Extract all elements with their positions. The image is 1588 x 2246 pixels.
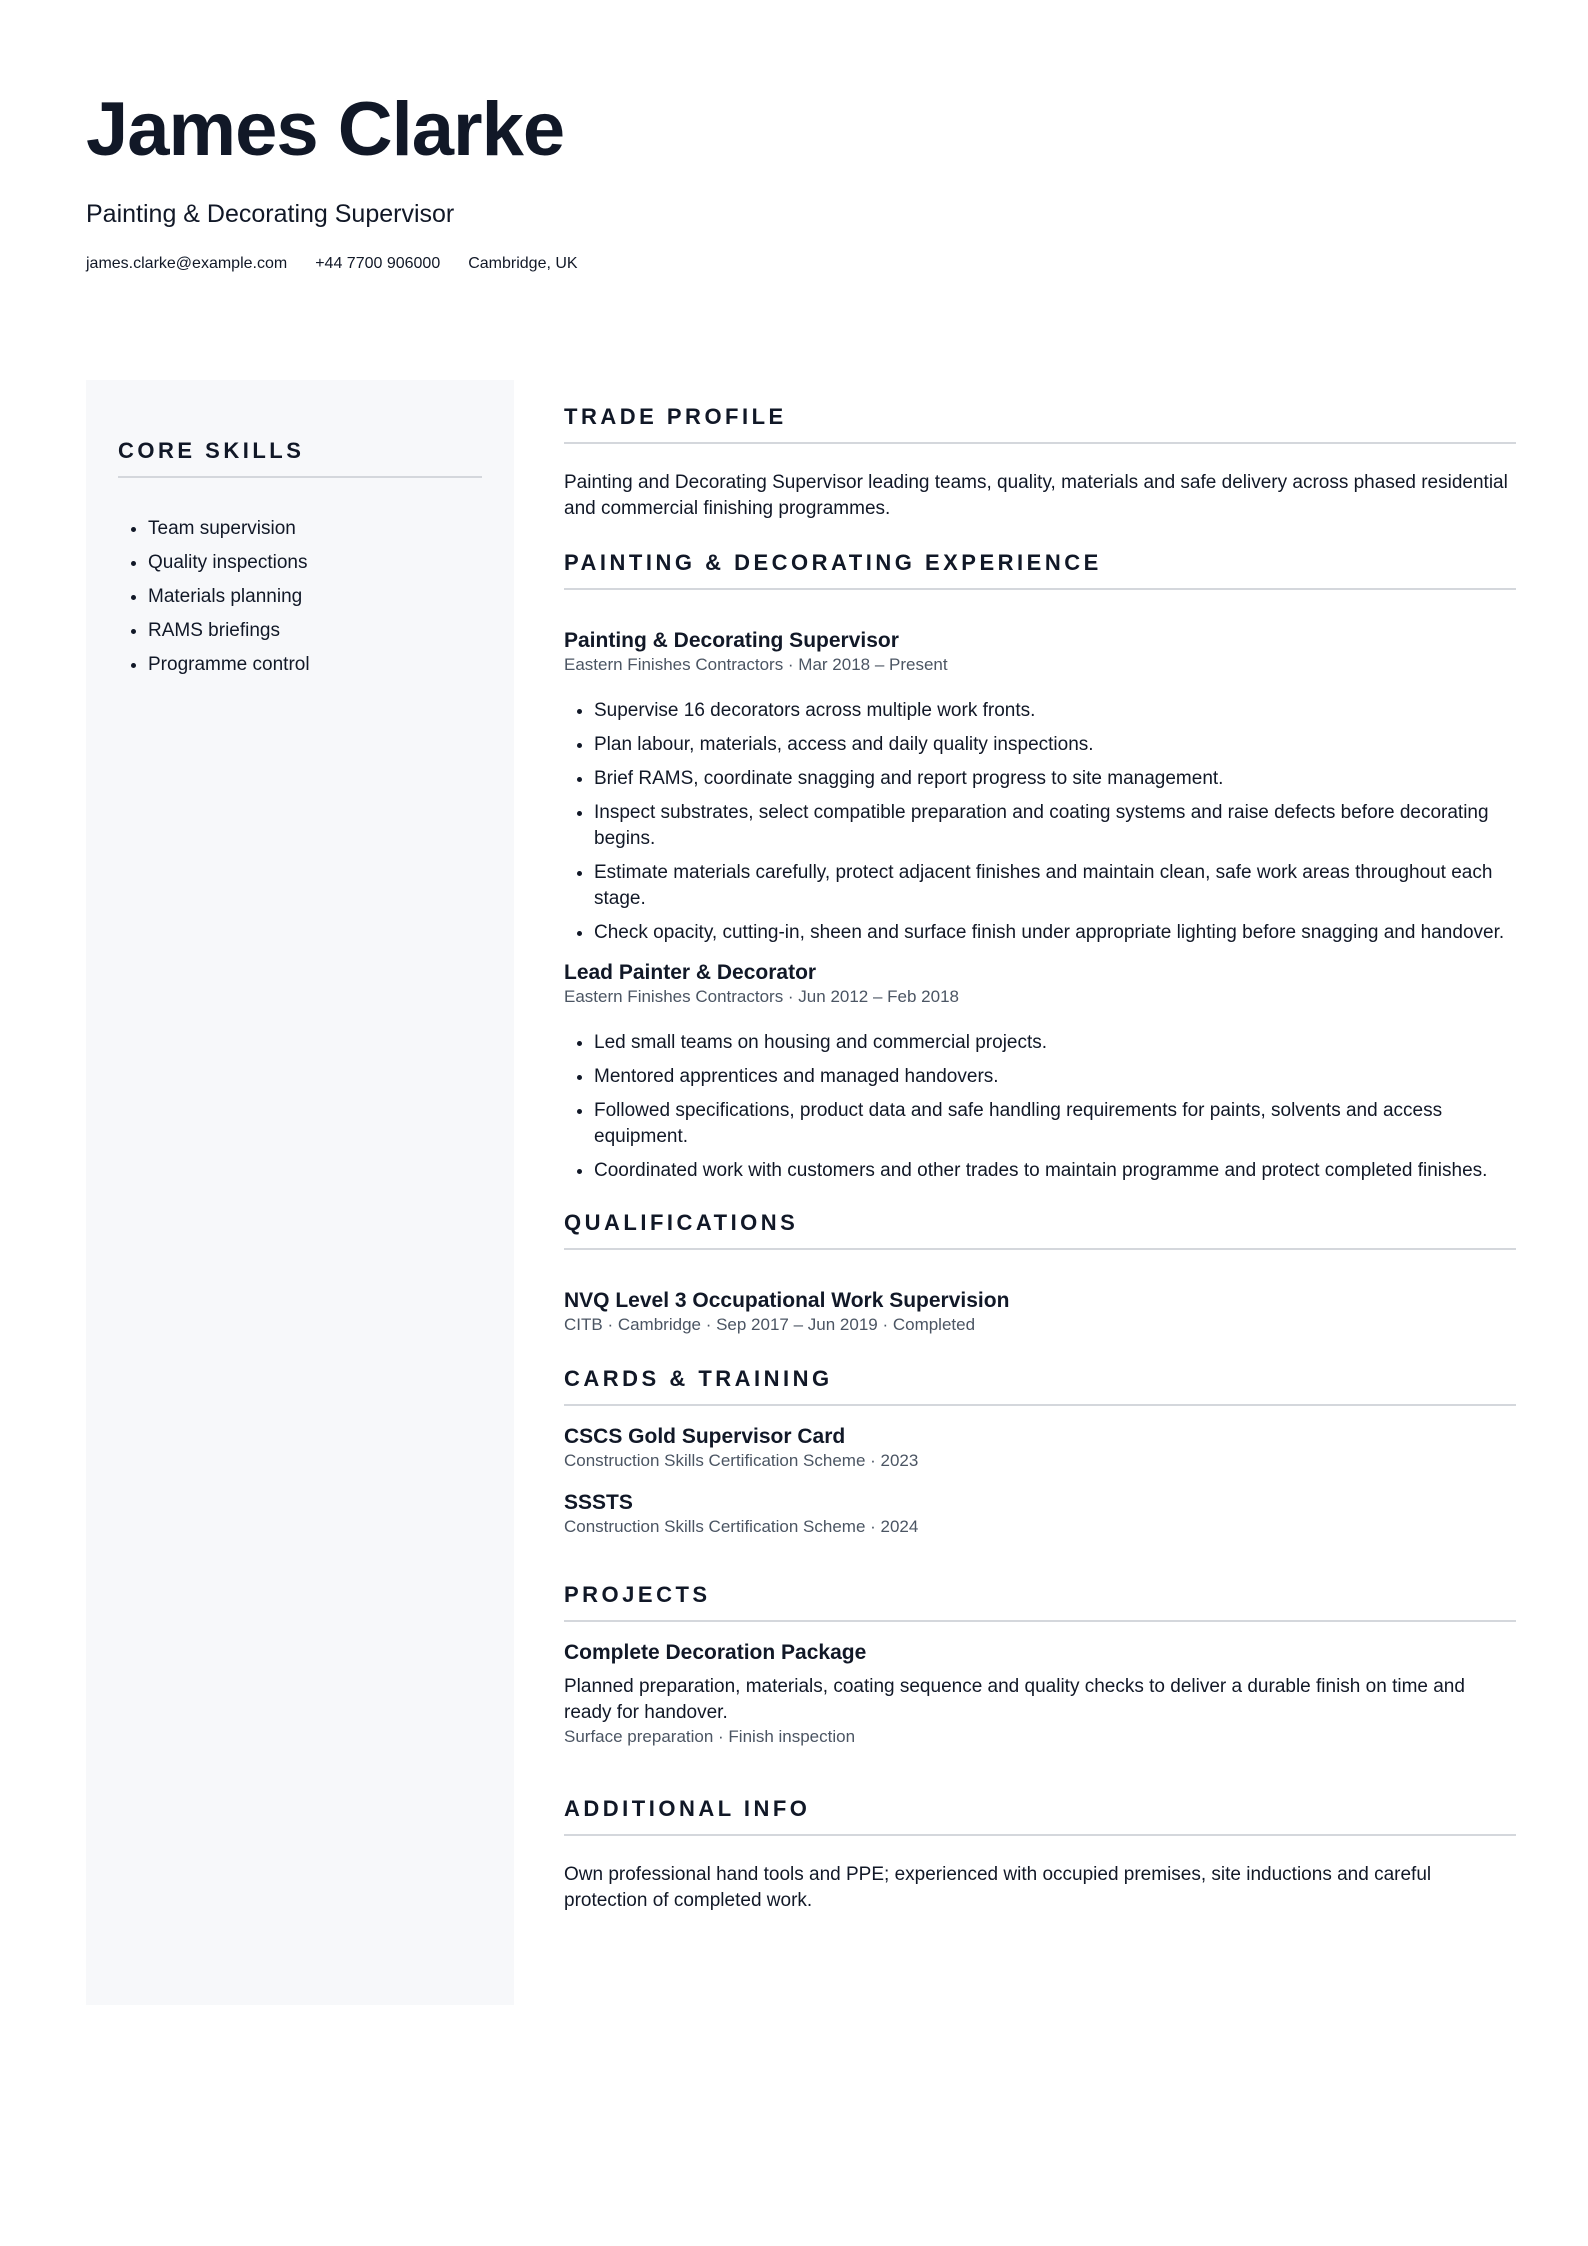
resume-header bbox=[86, 88, 1506, 273]
job-bullet: • Estimate materials carefully, protect adjacent finishes and maintain clean, safe work areas throughout each stage. bbox=[594, 860, 1516, 912]
skill-item: • Programme control bbox=[148, 648, 310, 682]
job-meta: Eastern Finishes Contractors · Jun 2012 – Feb 2018 bbox=[564, 987, 959, 1006]
trade-profile-text: Painting and Decorating Supervisor leading teams, quality, materials and safe delivery across phased residential and commercial finishing programmes. bbox=[564, 472, 1508, 519]
job-bullets bbox=[564, 1030, 1516, 1184]
card-name: CSCS Gold Supervisor Card bbox=[564, 1425, 846, 1448]
core-skills-title: CORE SKILLS bbox=[118, 438, 482, 478]
card-entry bbox=[564, 1490, 1516, 1538]
contact-phone[interactable]: +44 7700 906000 bbox=[315, 254, 441, 272]
job-entry bbox=[564, 960, 1516, 1184]
experience-section bbox=[564, 550, 1516, 1184]
project-name: Complete Decoration Package bbox=[564, 1641, 867, 1664]
main-content bbox=[564, 404, 1516, 1914]
qualifications-title: QUALIFICATIONS bbox=[564, 1210, 1516, 1250]
contact-info bbox=[86, 255, 1506, 273]
additional-info-section bbox=[564, 1796, 1516, 1914]
job-bullet: • Brief RAMS, coordinate snagging and report progress to site management. bbox=[594, 766, 1516, 792]
cards-training-title: CARDS & TRAINING bbox=[564, 1366, 1516, 1406]
projects-title: PROJECTS bbox=[564, 1582, 1516, 1622]
core-skills-section bbox=[118, 438, 482, 478]
job-bullet: • Followed specifications, product data and safe handling requirements for paints, solvents and access equipment. bbox=[594, 1098, 1516, 1150]
job-meta: Eastern Finishes Contractors · Mar 2018 – Present bbox=[564, 655, 948, 674]
job-bullet: • Led small teams on housing and commercial projects. bbox=[594, 1030, 1516, 1056]
card-entry bbox=[564, 1424, 1516, 1472]
skill-item: • Quality inspections bbox=[148, 546, 310, 580]
contact-location: Cambridge, UK bbox=[468, 254, 578, 272]
job-role: Lead Painter & Decorator bbox=[564, 961, 817, 984]
job-bullet: • Inspect substrates, select compatible preparation and coating systems and raise defects before decorating begins. bbox=[594, 800, 1516, 852]
job-role: Painting & Decorating Supervisor bbox=[564, 629, 899, 652]
qualification-entry bbox=[564, 1288, 1516, 1336]
qualifications-section bbox=[564, 1210, 1516, 1336]
sidebar bbox=[86, 380, 514, 2005]
card-meta: Construction Skills Certification Scheme · 2023 bbox=[564, 1451, 919, 1470]
project-tags: Surface preparation · Finish inspection bbox=[564, 1727, 856, 1746]
job-bullet: • Check opacity, cutting-in, sheen and surface finish under appropriate lighting before snagging and handover. bbox=[594, 920, 1516, 946]
card-meta: Construction Skills Certification Scheme · 2024 bbox=[564, 1517, 919, 1536]
trade-profile-section bbox=[564, 404, 1516, 522]
job-bullets bbox=[564, 698, 1516, 946]
trade-profile-title: TRADE PROFILE bbox=[564, 404, 1516, 444]
job-bullet: • Mentored apprentices and managed handovers. bbox=[594, 1064, 1516, 1090]
skill-item: • RAMS briefings bbox=[148, 614, 310, 648]
job-bullet: • Plan labour, materials, access and daily quality inspections. bbox=[594, 732, 1516, 758]
additional-info-title: ADDITIONAL INFO bbox=[564, 1796, 1516, 1836]
skill-item: • Team supervision bbox=[148, 512, 310, 546]
cards-training-section bbox=[564, 1366, 1516, 1538]
job-bullet: • Coordinated work with customers and other trades to maintain programme and protect completed finishes. bbox=[594, 1158, 1516, 1184]
additional-info-text: Own professional hand tools and PPE; experienced with occupied premises, site inductions and careful protection of completed work. bbox=[564, 1864, 1432, 1911]
job-entry bbox=[564, 628, 1516, 946]
skills-list bbox=[118, 512, 310, 682]
qualification-meta: CITB · Cambridge · Sep 2017 – Jun 2019 · Completed bbox=[564, 1315, 976, 1334]
candidate-headline: Painting & Decorating Supervisor bbox=[86, 199, 455, 228]
qualification-name: NVQ Level 3 Occupational Work Supervision bbox=[564, 1289, 1010, 1312]
job-bullet: • Supervise 16 decorators across multiple work fronts. bbox=[594, 698, 1516, 724]
project-description: Planned preparation, materials, coating sequence and quality checks to deliver a durable finish on time and ready for handover. bbox=[564, 1676, 1465, 1723]
projects-section bbox=[564, 1582, 1516, 1748]
card-name: SSSTS bbox=[564, 1491, 633, 1514]
candidate-name: James Clarke bbox=[86, 87, 565, 172]
contact-email[interactable]: james.clarke@example.com bbox=[86, 254, 288, 272]
project-entry bbox=[564, 1640, 1516, 1748]
skill-item: • Materials planning bbox=[148, 580, 310, 614]
experience-title: PAINTING & DECORATING EXPERIENCE bbox=[564, 550, 1516, 590]
